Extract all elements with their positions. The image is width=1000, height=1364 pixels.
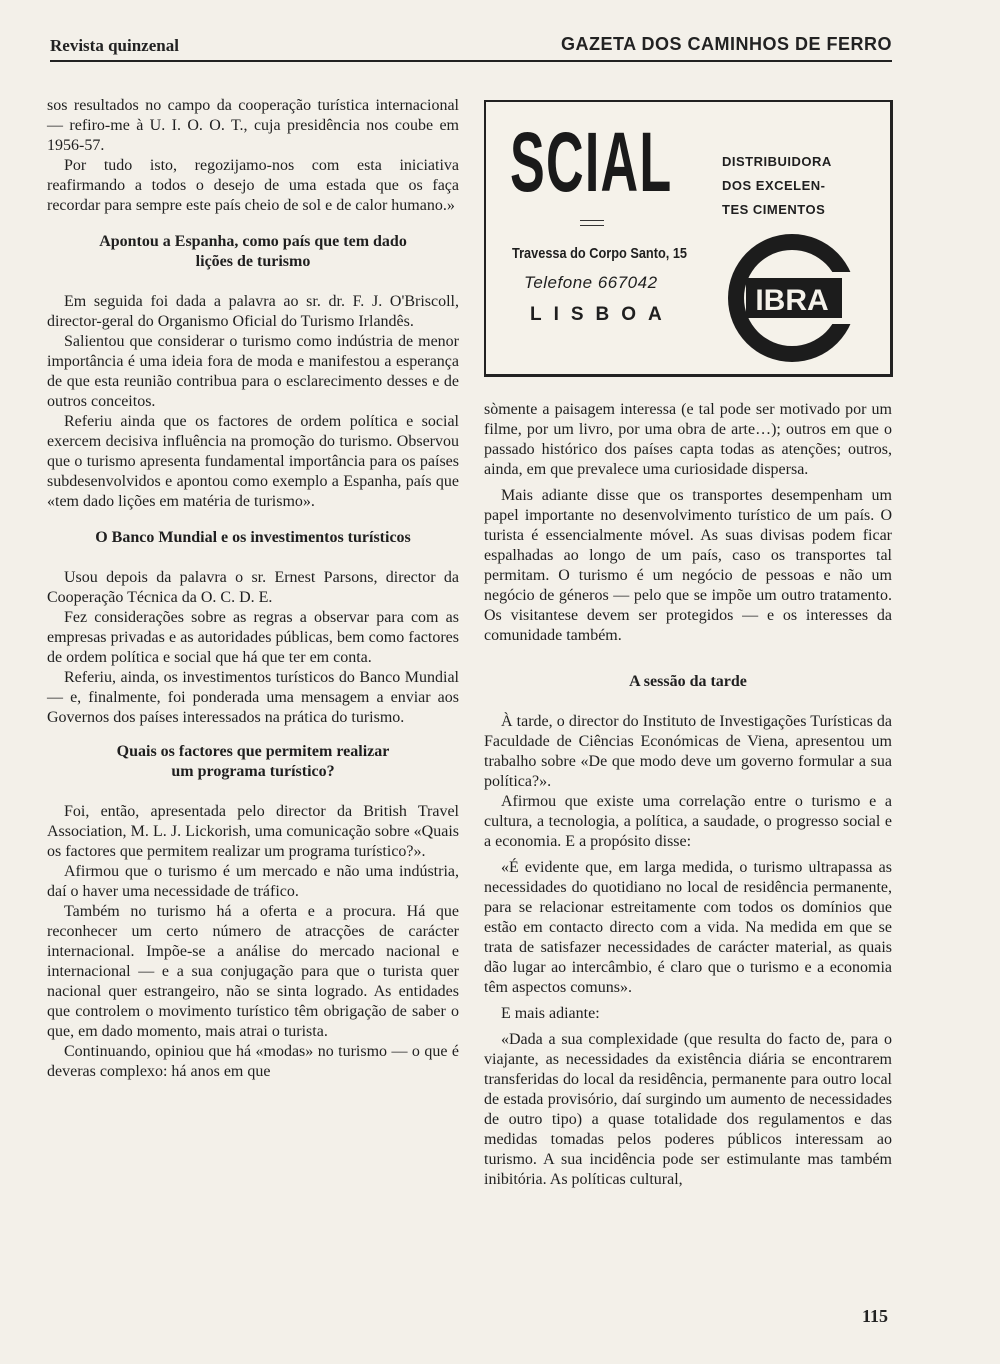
heading-line: um programa turístico? [171, 763, 335, 780]
paragraph: Também no turismo há a oferta e a procura. Há que reconhecer um certo número de atracções de carácter internacional. Impõe-se a análise do mercado nacional e internacional — e a sua conjugação para que o turista quer nacional quer estrangeiro, não se sinta logrado. As entidades que controlem o movimento turístico têm obrigação de saber o que, em dado momento, mais atrai o turista. [47, 903, 459, 1040]
heading-line: Quais os factores que permitem realizar [116, 743, 390, 760]
header-publication-title: GAZETA DOS CAMINHOS DE FERRO [560, 34, 892, 54]
paragraph: Mais adiante disse que os transportes desempenham um papel importante no desenvolvimento turístico de um país. O turista é essencialmente móvel. As suas divisas podem ficar espalhadas ao longo de um país, caso os transportes tal permitam. O turismo é um negócio de pessoas e não um negócio de géneros — pelo que se impõe um outro tratamento. Os visitantese devem ser protegidos — e os interesses da comunidade também. [484, 487, 892, 644]
ad-divider [580, 220, 604, 221]
paragraph: Afirmou que existe uma correlação entre o turismo e a cultura, a tecnologia, a política, a saudade, o progresso social e a economia. E a propósito disse: [484, 793, 892, 850]
ad-divider [580, 225, 604, 226]
paragraph: Em seguida foi dada a palavra ao sr. dr. F. J. O'Briscoll, director-geral do Organismo Oficial do Turismo Irlandês. [47, 293, 459, 330]
paragraph: E mais adiante: [501, 1005, 600, 1022]
paragraph: Foi, então, apresentada pelo director da British Travel Association, M. L. J. Lickorish, uma comunicação sobre «Quais os factores que permitem realizar um programa turístico?». [47, 803, 459, 860]
paragraph: sòmente a paisagem interessa (e tal pode ser motivado por um filme, por um livro, por uma obra de arte…); outros em que o passado histórico dos países capta todas as atenções; outros, ainda, em que prevalece uma curiosidade dispersa. [484, 401, 892, 478]
heading-line: Apontou a Espanha, como país que tem dado [99, 233, 407, 250]
ad-address: Travessa do Corpo Santo, 15 [512, 245, 688, 262]
ad-distributor-line: TES CIMENTOS [722, 202, 826, 217]
paragraph: Por tudo isto, regozijamo-nos com esta iniciativa reafirmando a todos o desejo de uma estada que os faça recordar para sempre este país cheio de sol e de calor humano.» [47, 157, 459, 214]
ad-distributor-line: DOS EXCELEN- [722, 178, 826, 193]
paragraph: Referiu ainda que os factores de ordem política e social exercem decisiva influência na promoção do turismo. Observou que o turismo apresenta fundamental importância para os países subdesenvolvidos e apontou como exemplo a Espanha, país que «tem dado lições em matéria de turismo». [47, 413, 459, 510]
right-column [484, 400, 892, 1190]
page-header [50, 30, 892, 62]
section-heading [47, 232, 459, 272]
paragraph: sos resultados no campo da cooperação turística internacional — refiro-me à U. I. O. O. T., cuja presidência nos coube em 1956-57. [47, 97, 459, 154]
paragraph: Salientou que considerar o turismo como indústria de menor importância é uma ideia fora de moda e manifestou a esperança de que esta reunião contribua para o esclarecimento desses e de outros conceitos. [47, 333, 459, 410]
paragraph: À tarde, o director do Instituto de Investigações Turísticas da Faculdade de Ciências Económicas de Viena, apresentou um trabalho sobre «De que modo deve um governo formular a sua política?». [484, 713, 892, 790]
ad-brand-name: SCIAL [510, 115, 673, 209]
left-column [47, 96, 459, 1082]
scial-advertisement [484, 100, 893, 377]
paragraph: Continuando, opiniou que há «modas» no turismo — o que é deveras complexo: há anos em que [47, 1043, 459, 1080]
paragraph: Afirmou que o turismo é um mercado e não uma indústria, daí o haver uma necessidade de tráfico. [47, 863, 459, 900]
ad-city: LISBOA [530, 304, 674, 325]
paragraph: Usou depois da palavra o sr. Ernest Parsons, director da Cooperação Técnica da O. C. D. E. [47, 569, 459, 606]
section-heading [47, 742, 459, 782]
paragraph: Fez considerações sobre as regras a observar para com as empresas privadas e as autoridades públicas, bem como factores de ordem política e social que há que ter em conta. [47, 609, 459, 666]
quoted-paragraph: «É evidente que, em larga medida, o turismo ultrapassa as necessidades do quotidiano no local de residência permanente, para se relacionar estreitamente com todos os domínios que estão em contacto directo com a vida. Na medida em que se trata de satisfazer necessidades de carácter material, as quais dão lugar ao intercâmbio, é claro que o turismo e a economia têm aspectos comuns». [484, 859, 892, 996]
paragraph: Referiu, ainda, os investimentos turísticos do Banco Mundial — e, finalmente, foi ponderada uma mensagem a enviar aos Governos dos países interessados na prática do turismo. [47, 669, 459, 726]
quoted-paragraph: «Dada a sua complexidade (que resulta do facto de, para o viajante, as necessidades da existência diária se encontrarem transferidas do local da residência, permanente para outro local de estada provisório, daí surgindo um aumento de necessidades de outro tipo) a quase totalidade dos regulamentos e das medidas tomadas pelos poderes públicos interessam ao turismo. A sua incidência pode ser estimulante mas também inibitória. As políticas cultural, [484, 1031, 892, 1188]
ibra-logo-text: IBRA [755, 284, 829, 317]
ad-phone: Telefone 667042 [524, 273, 658, 292]
section-heading: O Banco Mundial e os investimentos turísticos [95, 529, 411, 546]
page-number: 115 [862, 1306, 889, 1326]
ad-distributor-text [722, 150, 832, 222]
header-publication-frequency: Revista quinzenal [50, 36, 179, 55]
section-heading: A sessão da tarde [629, 673, 747, 690]
ad-distributor-line: DISTRIBUIDORA [722, 154, 832, 169]
heading-line: lições de turismo [195, 253, 311, 270]
ibra-logo-icon [726, 232, 858, 364]
